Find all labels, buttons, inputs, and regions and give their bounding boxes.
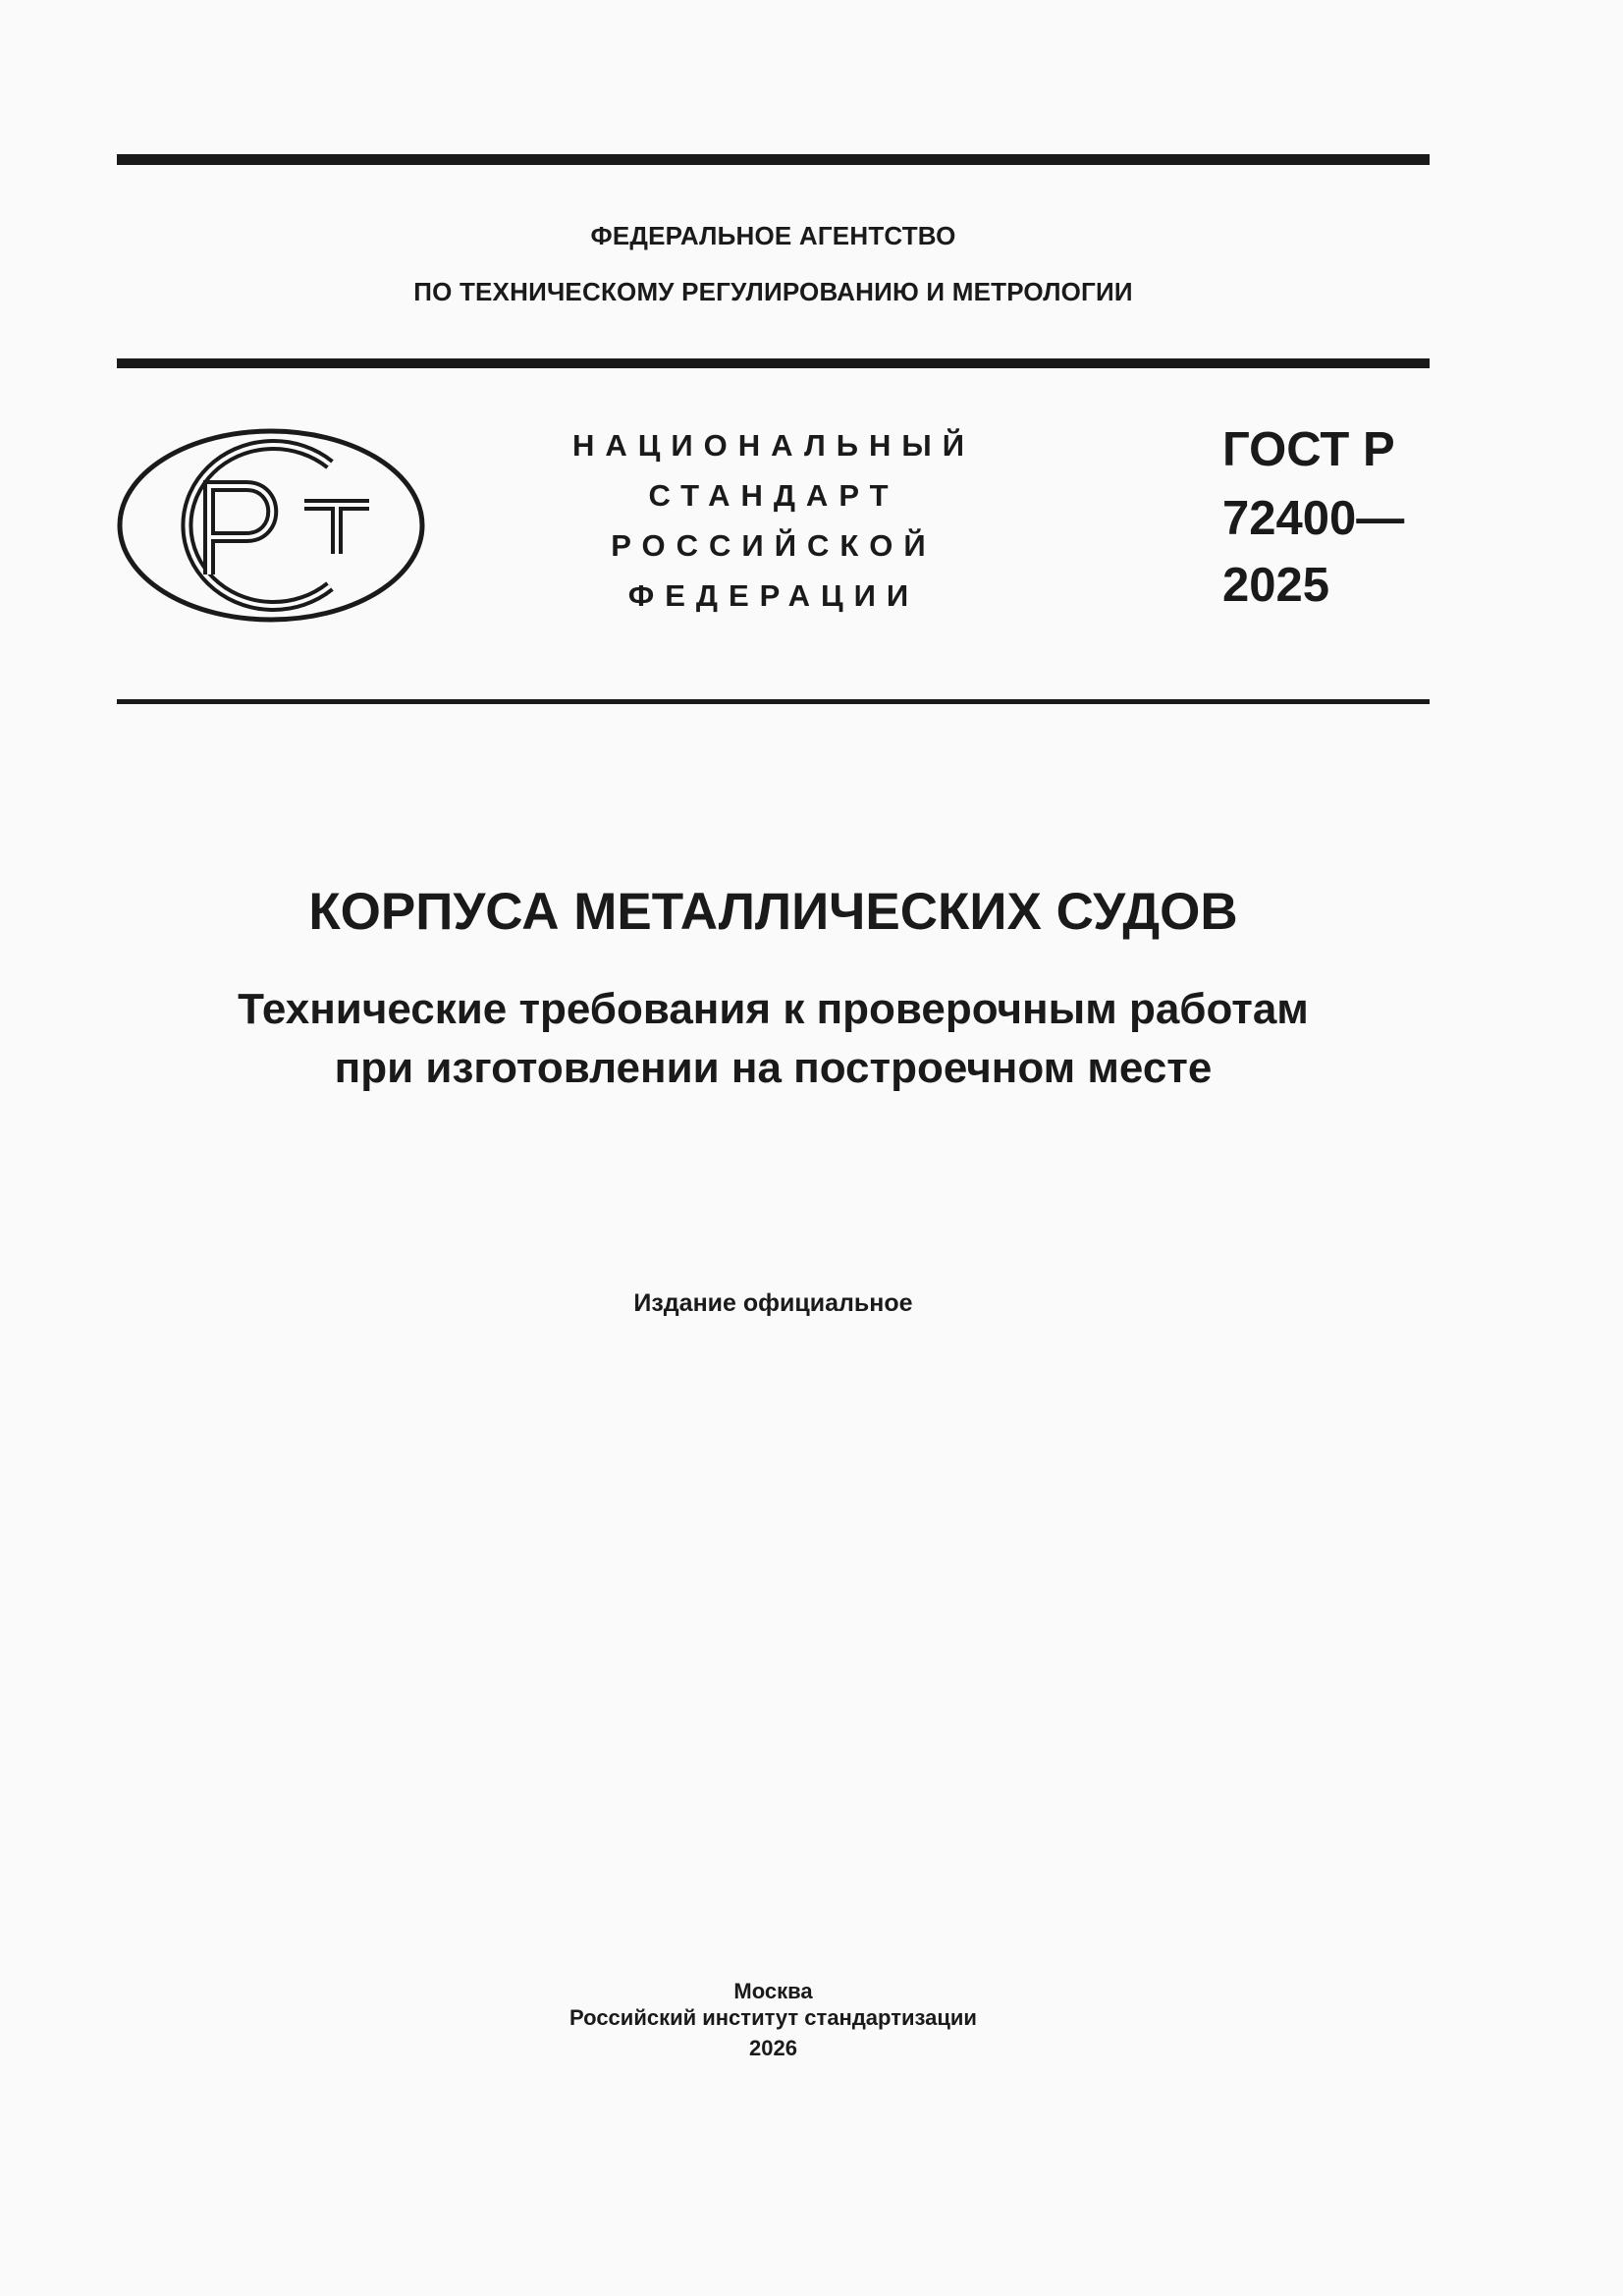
standard-type-line: СТАНДАРТ — [648, 478, 899, 513]
agency-name-line-1: ФЕДЕРАЛЬНОЕ АГЕНТСТВО — [590, 221, 956, 250]
edition-note: Издание официальное — [633, 1289, 913, 1317]
standard-type-line: НАЦИОНАЛЬНЫЙ — [571, 428, 976, 463]
rst-certification-mark-icon — [116, 427, 426, 624]
imprint-publisher: Российский институт стандартизации — [569, 2005, 977, 2030]
agency-name-line-2: ПО ТЕХНИЧЕСКОМУ РЕГУЛИРОВАНИЮ И МЕТРОЛОГИИ — [413, 277, 1133, 306]
standard-type-line: РОССИЙСКОЙ — [611, 528, 937, 563]
document-subtitle-line: при изготовлении на построечном месте — [334, 1044, 1213, 1092]
standard-type-line: ФЕДЕРАЦИИ — [627, 578, 920, 613]
standard-designation-line: 2025 — [1222, 559, 1330, 612]
document-title: КОРПУСА МЕТАЛЛИЧЕСКИХ СУДОВ — [308, 883, 1238, 941]
imprint-year: 2026 — [749, 2036, 797, 2060]
standard-block-rule — [117, 699, 1430, 704]
header-rule — [117, 358, 1430, 368]
imprint-city: Москва — [733, 1979, 813, 2003]
standard-designation-line: 72400— — [1222, 492, 1405, 545]
document-subtitle-line: Технические требования к проверочным работам — [238, 985, 1309, 1033]
top-rule — [117, 154, 1430, 165]
standard-designation-line: ГОСТ Р — [1222, 423, 1395, 476]
